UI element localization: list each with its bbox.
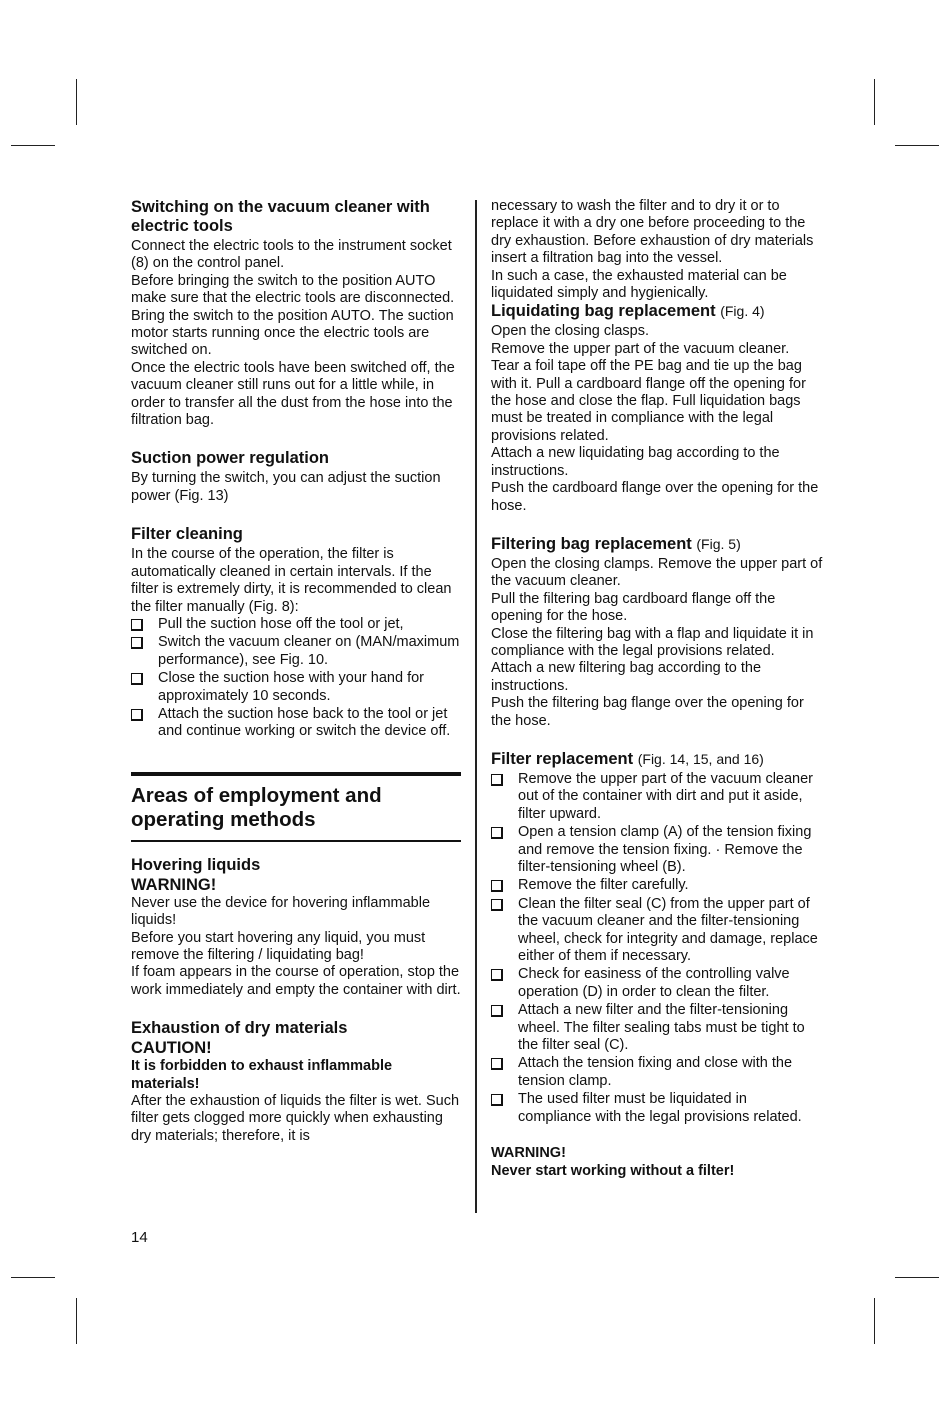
crop-mark: [874, 1298, 875, 1344]
section-title: Filter cleaning: [131, 525, 243, 544]
checkbox-bullet-icon: [131, 709, 143, 721]
section-title: Liquidating bag replacement (Fig. 4): [491, 302, 765, 321]
figure-reference: (Fig. 14, 15, and 16): [637, 750, 764, 767]
list-item: Pull the suction hose off the tool or jet,: [131, 616, 461, 633]
checkbox-bullet-icon: [491, 1094, 503, 1106]
paragraph: If foam appears in the course of operation, stop the work immediately and empty the container with dirt.: [131, 964, 461, 998]
paragraph: Pull the filtering bag cardboard flange off the opening for the hose.: [491, 590, 776, 625]
paragraph: Open the closing clasps.: [491, 323, 649, 340]
section-title: Suction power regulation: [131, 449, 330, 468]
section-title: Switching on the vacuum cleaner with electric tools: [131, 198, 430, 235]
paragraph: By turning the switch, you can adjust the suction power (Fig. 13): [131, 470, 441, 504]
paragraph: Tear a foil tape off the PE bag and tie up the bag with it. Pull a cardboard flange off the opening for the hose and close the flap. Full liquidation bags must be treated in compliance with the legal provisions related.: [491, 358, 806, 444]
checklist: [131, 616, 461, 741]
section-title: Filter replacement (Fig. 14, 15, and 16): [491, 749, 764, 768]
paragraph: After the exhaustion of liquids the filter is wet. Such filter gets clogged more quickly when exhausting dry materials; therefore, it is: [131, 1093, 460, 1144]
paragraph: In the course of the operation, the filter is automatically cleaned in certain intervals. If the filter is extremely dirty, it is recommended to clean the filter manually (Fig. 8):: [131, 546, 452, 615]
warning-label: WARNING!: [491, 1145, 566, 1162]
list-item: Attach a new filter and the filter-tensioning wheel. The filter sealing tabs must be tight to the filter seal (C).: [491, 1002, 823, 1054]
paragraph: Attach a new filtering bag according to the instructions.: [491, 660, 762, 694]
checkbox-bullet-icon: [491, 774, 503, 786]
list-item: The used filter must be liquidated in compliance with the legal provisions related.: [491, 1091, 823, 1126]
warning-label: WARNING!: [131, 875, 217, 894]
paragraph: Once the electric tools have been switched off, the vacuum cleaner still runs out for a little while, in order to transfer all the dust from the hose into the filtration bag.: [131, 359, 455, 429]
section-title: Exhaustion of dry materials: [131, 1019, 348, 1038]
bold-notice: It is forbidden to exhaust inflammable materials!: [131, 1058, 393, 1092]
paragraph: Connect the electric tools to the instrument socket (8) on the control panel.: [131, 238, 452, 272]
paragraph: Push the cardboard flange over the opening for the hose.: [491, 480, 819, 514]
paragraph: Push the filtering bag flange over the opening for the hose.: [491, 695, 804, 729]
paragraph: Before you start hovering any liquid, you must remove the filtering / liquidating bag!: [131, 929, 426, 963]
paragraph: Never use the device for hovering inflammable liquids!: [131, 894, 431, 929]
list-item: Remove the filter carefully.: [491, 877, 823, 894]
warning-text: Never start working without a filter!: [491, 1162, 735, 1179]
checkbox-bullet-icon: [491, 827, 503, 839]
checkbox-bullet-icon: [491, 969, 503, 981]
chapter-rule-top: [131, 772, 461, 776]
figure-reference: (Fig. 5): [696, 535, 741, 552]
right-column: [491, 198, 823, 1180]
list-item: Open a tension clamp (A) of the tension fixing and remove the tension fixing. · Remove the filter-tensioning wheel (B).: [491, 824, 823, 876]
chapter-title: Areas of employment and operating methods: [131, 783, 382, 831]
checkbox-bullet-icon: [491, 1005, 503, 1017]
checkbox-bullet-icon: [491, 1058, 503, 1070]
paragraph: In such a case, the exhausted material can be liquidated simply and hygienically.: [491, 267, 787, 302]
crop-mark: [76, 79, 77, 125]
list-item: Check for easiness of the controlling valve operation (D) in order to clean the filter.: [491, 966, 823, 1001]
checkbox-bullet-icon: [131, 673, 143, 685]
caution-label: CAUTION!: [131, 1039, 212, 1058]
figure-reference: (Fig. 4): [720, 303, 765, 320]
list-item: Remove the upper part of the vacuum cleaner out of the container with dirt and put it aside, filter upward.: [491, 771, 823, 823]
checkbox-bullet-icon: [131, 619, 143, 631]
list-item: Attach the suction hose back to the tool or jet and continue working or switch the device off.: [131, 706, 461, 741]
list-item: Close the suction hose with your hand for approximately 10 seconds.: [131, 670, 461, 705]
paragraph: necessary to wash the filter and to dry it or to replace it with a dry one before proceeding to the dry exhaustion. Before exhaustion of dry materials insert a filtration bag into the vessel.: [491, 198, 814, 267]
checkbox-bullet-icon: [491, 899, 503, 911]
crop-mark: [11, 1277, 55, 1278]
paragraph: Open the closing clamps. Remove the upper part of the vacuum cleaner.: [491, 555, 823, 590]
crop-mark: [76, 1298, 77, 1344]
list-item: Attach the tension fixing and close with the tension clamp.: [491, 1055, 823, 1090]
section-title: Filtering bag replacement (Fig. 5): [491, 534, 741, 553]
column-divider: [475, 200, 477, 1213]
paragraph: Before bringing the switch to the position AUTO make sure that the electric tools are disconnected.: [131, 272, 455, 307]
paragraph: Attach a new liquidating bag according to the instructions.: [491, 445, 780, 479]
crop-mark: [895, 1277, 939, 1278]
list-item: Switch the vacuum cleaner on (MAN/maximum performance), see Fig. 10.: [131, 634, 461, 669]
crop-mark: [874, 79, 875, 125]
page-number: 14: [131, 1229, 148, 1246]
paragraph: Bring the switch to the position AUTO. The suction motor starts running once the electric tools are switched on.: [131, 307, 454, 359]
list-item: Clean the filter seal (C) from the upper part of the vacuum cleaner and the filter-tensioning wheel, check for integrity and damage, replace either of them if necessary.: [491, 896, 823, 966]
left-column: [131, 198, 461, 1145]
crop-mark: [895, 145, 939, 146]
paragraph: Remove the upper part of the vacuum cleaner.: [491, 340, 790, 357]
checklist: [491, 771, 823, 1126]
checkbox-bullet-icon: [131, 637, 143, 649]
crop-mark: [11, 145, 55, 146]
checkbox-bullet-icon: [491, 880, 503, 892]
paragraph: Close the filtering bag with a flap and liquidate it in compliance with the legal provisions related.: [491, 625, 814, 659]
section-title: Hovering liquids: [131, 855, 261, 874]
